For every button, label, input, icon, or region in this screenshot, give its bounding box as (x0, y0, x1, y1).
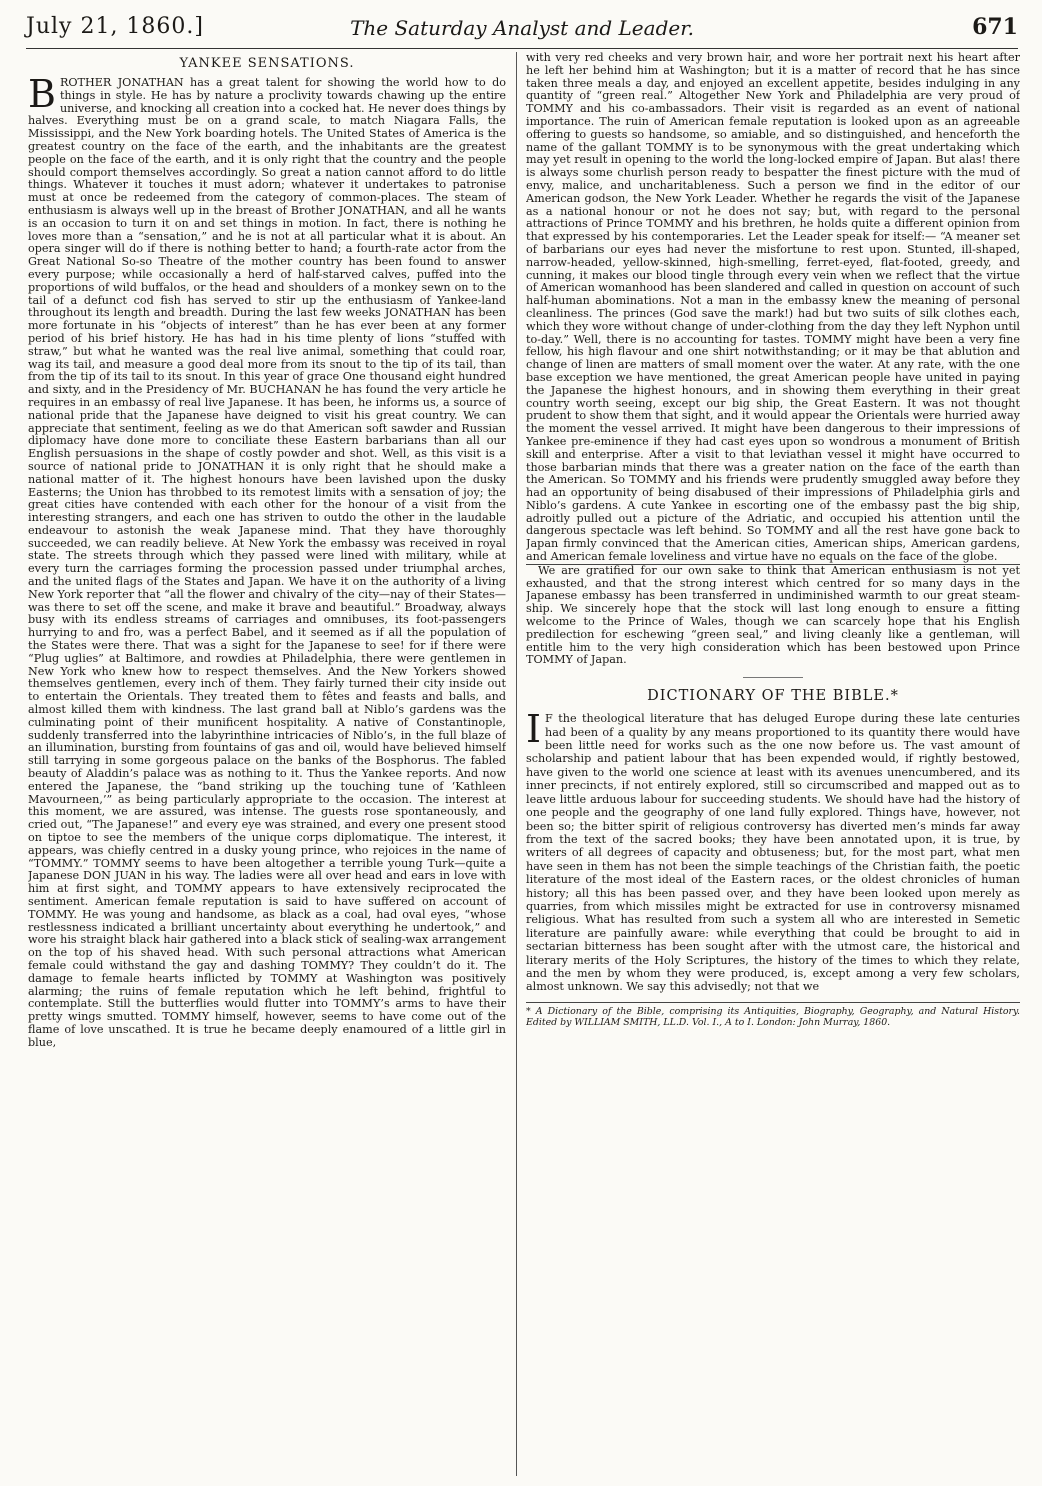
column-divider (516, 52, 517, 1476)
left-column (28, 52, 506, 1474)
header-rule (26, 48, 1018, 49)
dictionary-article (526, 707, 1020, 994)
paragraph-text: F the theological literature that has deluged Europe during these late centuries had been of a quality by any means proportioned to its quantity there would have been little need for works such as the one now before us. The vast amount of scholarship and patient labour that has been expended would, if rightly bestowed, have given to the world one science at least with its avenues unencumbered, and its inner precincts, if not entirely explored, still so circumscribed and mapped out as to leave little arduous labour for succeeding students. We should have had the history of one people and the geography of one land fully explored. Things have, however, not been so; the bitter spirit of religious controversy has diverted men’s minds far away from the text of the sacred books; they have been annotated upon, it is true, by writers of all degrees of capacity and obtuseness; but, for the most part, what men have seen in them has not been the simple teachings of the Christian faith, the poetic literature of the most ideal of the Eastern races, or the oldest chronicles of human history; all this has been passed over, and they have been looked upon merely as quarries, from which missiles might be extracted for use in controversy misnamed religious. What has resulted from such a system all who are interested in Semetic literature are painfully aware: while everything that could be brought to aid in sectarian bitterness has been sought after with the utmost care, the historical and literary merits of the Holy Scriptures, the history of the times to which they relate, and the men by whom they were produced, is, except among a very few scholars, almost unknown. We say this advisedly; not that we (526, 712, 1020, 994)
dictionary-paragraph (526, 707, 1020, 994)
drop-cap: I (526, 707, 542, 752)
issue-date: July 21, 1860.] (26, 14, 204, 39)
article-body-paragraph (28, 72, 506, 1050)
footnote: * A Dictionary of the Bible, comprising its Antiquities, Biography, Geography, and Natural History. Edited by WILLIAM SMITH, LL.D. Vol. I., A to I. London: John Murray, 1860. (526, 1002, 1020, 1028)
journal-title: The Saturday Analyst and Leader. (350, 16, 694, 40)
drop-cap: B (28, 72, 56, 116)
article-continuation-paragraph: with very red cheeks and very brown hair, and wore her portrait next his heart after he left her behind him at Washington; but it is a matter of record that he has since taken three meals a day, and enjoyed an excellent appetite, besides indulging in any quantity of “green real.” Altogether New York and Philadelphia are very proud of TOMMY and his co-ambassadors. Their visit is regarded as an event of national importance. The ruin of American female reputation is looked upon as an agreeable offering to guests so handsome, so amiable, and so distinguished, and henceforth the name of the gallant TOMMY is to be synonymous with the great undertaking which may yet result in opening to the world the long-locked empire of Japan. But alas! there is always some churlish person ready to bespatter the finest picture with the mud of envy, malice, and uncharitableness. Such a person we find in the editor of our American godson, the New York Leader. Whether he regards the visit of the Japanese as a national honour or not he does not say; but, with regard to the personal attractions of Prince TOMMY and his brethren, he holds quite a different opinion from that expressed by his contemporaries. Let the Leader speak for itself:— “A meaner set of barbarians our eyes had never the misfortune to rest upon. Stunted, ill-shaped, narrow-headed, yellow-skinned, high-smelling, ferret-eyed, flat-footed, greedy, and cunning, it makes our blood tingle through every vein when we reflect that the virtue of American womanhood has been slandered and called in question on account of such half-human abominations. Not a man in the embassy knew the meaning of personal cleanliness. The princes (God save the mark!) had but two suits of silk clothes each, which they wore without change of under-clothing from the day they left Nyphon until to-day.” Well, there is no accounting for tastes. TOMMY might have been a very fine fellow, his high flavour and one shirt notwithstanding; or it may be that ablution and change of linen are matters of small moment over the water. At any rate, with the one base exception we have mentioned, the great American people have united in paying the Japanese the highest honours, and in showing them everything in their great country worth seeing, except our big ship, the Great Eastern. It was not thought prudent to show them that sight, and it would appear the Orientals were hurried away the moment the vessel arrived. It might have been dangerous to their impressions of Yankee pre-eminence if they had cast eyes upon so wondrous a monument of British skill and enterprise. After a visit to that leviathan vessel it might have occurred to those barbarian minds that there was a greater nation on the face of the earth than the American. So TOMMY and his friends were prudently smuggled away before they had an opportunity of being disabused of their impressions of Philadelphia girls and Niblo’s gardens. A cute Yankee in escorting one of the embassy past the big ship, adroitly pulled out a picture of the Adriatic, and occupied his attention until the dangerous spectacle was left behind. So TOMMY and all the rest have gone back to Japan firmly convinced that the American cities, American ships, American gardens, and American female loveliness and virtue have no equals on the face of the globe. (526, 52, 1020, 564)
paragraph-text: ROTHER JONATHAN has a great talent for showing the world how to do things in style. He has by nature a proclivity towards chawing up the entire universe, and knocking all creation into a cocked hat. He never does things by halves. Everything must be on a grand scale, to match Niagara Falls, the Mississippi, and the New York boarding hotels. The United States of America is the greatest country on the face of the earth, and the inhabitants are the greatest people on the face of the earth, and it is only right that the country and the people should comport themselves accordingly. So great a nation cannot afford to do little things. Whatever it touches it must adorn; whatever it undertakes to patronise must at once be redeemed from the category of common-places. The steam of enthusiasm is always well up in the breast of Brother JONATHAN, and all he wants is an occasion to turn it on and set things in motion. In fact, there is nothing he loves more than a “sensation,” and he is not at all particular what it is about. An opera singer will do if there is nothing better to hand; a fourth-rate actor from the Great National So-so Theatre of the mother country has been found to answer every purpose; while occasionally a herd of half-starved calves, puffed into the proportions of wild buffalos, or the head and shoulders of a monkey sewn on to the tail of a defunct cod fish has served to stir up the enthusiasm of Yankee-land throughout its length and breadth. During the last few weeks JONATHAN has been more fortunate in his “objects of interest” than he has ever been at any former period of his brief history. He has had in his time plenty of lions “stuffed with straw,” but what he wanted was the real live animal, something that could roar, wag its tail, and measure a good deal more from its snout to the tip of its tail, than from the tip of its tail to its snout. In this year of grace One thousand eight hundred and sixty, and in the Presidency of Mr. BUCHANAN he has found the very article he requires in an embassy of real live Japanese. It has been, he informs us, a source of national pride that the Japanese have deigned to visit his great country. We can appreciate that sentiment, feeling as we do that American soft sawder and Russian diplomacy have done more to conciliate these Eastern barbarians than all our English persuasions in the shape of costly powder and shot. Well, as this visit is a source of national pride to JONATHAN it is only right that he should make a national matter of it. The highest honours have been lavished upon the dusky Easterns; the Union has throbbed to its remotest limits with a sensation of joy; the great cities have contended with each other for the honour of a visit from the interesting strangers, and each one has striven to outdo the other in the laudable endeavour to astonish the weak Japanese mind. That they have thoroughly succeeded, we can readily believe. At New York the embassy was received in royal state. The streets through which they passed were lined with military, while at every turn the carriages forming the procession passed under triumphal arches, and the united flags of the States and Japan. We have it on the authority of a living New York reporter that “all the flower and chivalry of the city—nay of their States—was there to set off the scene, and make it brave and beautiful.” Broadway, always busy with its endless streams of carriages and omnibuses, its foot-passengers hurrying to and fro, was a perfect Babel, and it seemed as if all the population of the States were there. That was a sight for the Japanese to see! for if there were “Plug uglies” at Baltimore, and rowdies at Philadelphia, there were gentlemen in New York who knew how to respect themselves. And the New Yorkers showed themselves gentlemen, every inch of them. They fairly turned their city inside out to entertain the Orientals. They treated them to fêtes and feasts and balls, and almost killed them with kindness. The last grand ball at Niblo’s gardens was the culminating point of their munificent hospitality. A native of Constantinople, suddenly transferred into the labyrinthine intricacies of Niblo’s, in the full blaze of an illumination, bursting from fountains of gas and oil, would have believed himself still tarrying in some gorgeous palace on the banks of the Bosphorus. The fabled beauty of Aladdin’s palace was as nothing to it. Thus the Yankee reports. And now entered the Japanese, the “band striking up the touching tune of ‘Kathleen Mavourneen,’” as being particularly appropriate to the occasion. The interest at this moment, we are assured, was intense. The guests rose spontaneously, and cried out, “The Japanese!” and every eye was strained, and every one present stood on tiptoe to see the members of the unique corps diplomatique. The interest, it appears, was chiefly centred in a dusky young prince, who rejoices in the name of “TOMMY.” TOMMY seems to have been altogether a terrible young Turk—quite a Japanese DON JUAN in his way. The ladies were all over head and ears in love with him at first sight, and TOMMY appears to have extensively reciprocated the sentiment. American female reputation is said to have suffered on account of TOMMY. He was young and handsome, as black as a coal, had oval eyes, “whose restlessness indicated a brilliant uncertainty about everything he undertook,” and wore his straight black hair gathered into a black stick of sealing-wax arrangement on the top of his shaved head. With such personal attractions what American female could withstand the gay and dashing TOMMY? They couldn’t do it. The damage to female hearts inflicted by TOMMY at Washington was positively alarming; the ruins of female reputation which he left behind, frightful to contemplate. Still the butterflies would flutter into TOMMY’s arms to have their pretty wings smutted. TOMMY himself, however, seems to have come out of the flame of love unscathed. It is true he became deeply enamoured of a little girl in blue, (28, 76, 506, 1049)
article-separator (743, 677, 803, 678)
article-title-dictionary-of-the-bible: DICTIONARY OF THE BIBLE.* (647, 688, 899, 705)
article-closing-paragraph: We are gratified for our own sake to think that American enthusiasm is not yet exhausted, and that the strong interest which centred for so many days in the Japanese embassy has been transferred in undiminished warmth to our great steam-ship. We sincerely hope that the stock will last long enough to ensure a fitting welcome to the Prince of Wales, though we can scarcely hope that his English predilection for eschewing “green seal,” and living cleanly like a gentleman, will entitle him to the very high consideration which has been bestowed upon Prince TOMMY of Japan. (526, 563, 1020, 667)
article-title-yankee-sensations: YANKEE SENSATIONS. (179, 56, 355, 71)
right-column (526, 52, 1020, 1474)
page-number: 671 (972, 14, 1018, 40)
page-header (26, 10, 1018, 46)
